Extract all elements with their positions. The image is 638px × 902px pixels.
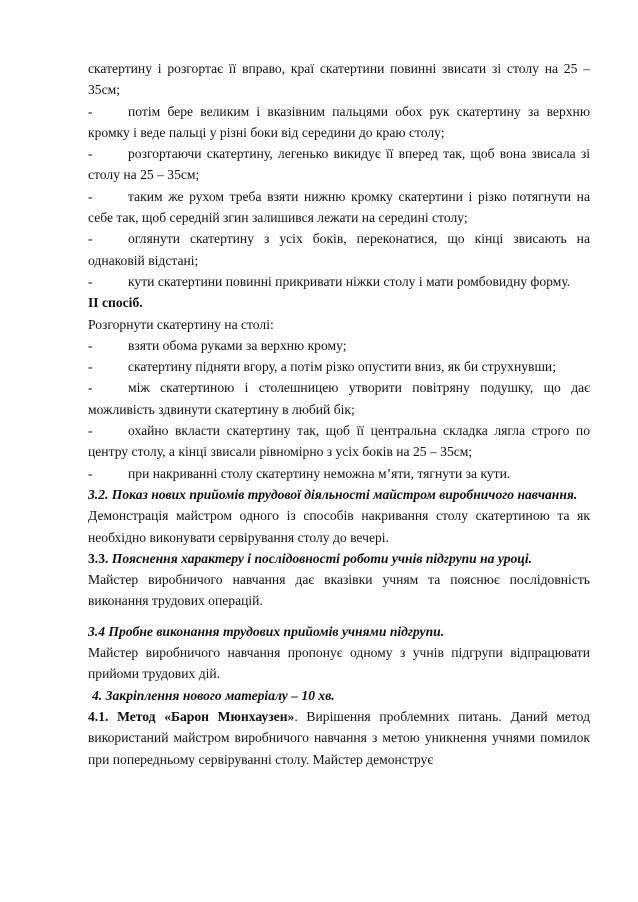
section-3-4-text: Майстер виробничого навчання пропонує одному з учнів підгрупи відпрацювати прийоми трудових дій. xyxy=(88,645,590,682)
paragraph-intro: скатертину і розгортає її вправо, краї скатертини повинні звисати зі столу на 25 – 35см; xyxy=(88,61,590,98)
section-4-1-title: 4.1. Метод «Барон Мюнхаузен» xyxy=(88,708,295,724)
list-dash: - xyxy=(88,380,93,396)
section-3-3-title: Пояснення характеру і послідовності роботи учнів підгрупи на уроці. xyxy=(111,550,533,566)
list-dash: - xyxy=(88,465,93,481)
list-method-1 xyxy=(88,101,590,293)
section-3-3-number: 3.3. xyxy=(88,550,112,566)
section-3-3-text: Майстер виробничого навчання дає вказівки учням та пояснює послідовність виконання трудових операцій. xyxy=(88,572,590,609)
spacer xyxy=(88,612,590,621)
list-item: - розгортаючи скатертину, легенько викидує її вперед так, щоб вона звисала зі столу на 25 – 35см; xyxy=(88,143,590,186)
list-item: - потім бере великим і вказівним пальцями обох рук скатертину за верхню кромку і веде пальці у різні боки від середини до краю столу; xyxy=(88,101,590,144)
list-item: - оглянути скатертину з усіх боків, переконатися, що кінці звисають на однаковій відстані; xyxy=(88,228,590,271)
list-item: - кути скатертини повинні прикривати ніжки столу і мати ромбовидну форму. xyxy=(88,271,590,292)
list-item: - при накриванні столу скатертину неможна м’яти, тягнути за кути. xyxy=(88,463,590,484)
method-2-heading: ІІ спосіб. xyxy=(88,295,143,311)
list-item: - взяти обома руками за верхню крому; xyxy=(88,335,590,356)
list-dash: - xyxy=(88,337,93,353)
list-dash: - xyxy=(88,146,93,162)
list-dash: - xyxy=(88,359,93,375)
section-3-2-heading: 3.2. Показ нових прийомів трудової діяльності майстром виробничого навчання. xyxy=(88,486,578,502)
list-item: - між скатертиною і столешницею утворити повітряну подушку, що дає можливість здвинути скатертину в любий бік; xyxy=(88,377,590,420)
list-method-2 xyxy=(88,335,590,484)
document-page xyxy=(88,58,590,770)
list-item: - охайно вкласти скатертину так, щоб її центральна складка лягла строго по центру столу, а кінці звисали рівномірно з усіх боків на 25 – 35см; xyxy=(88,420,590,463)
list-dash: - xyxy=(88,103,93,119)
list-dash: - xyxy=(88,273,93,289)
section-3-4-heading: 3.4 Пробне виконання трудових прийомів учнями підгрупи. xyxy=(88,623,445,639)
section-4-1-text: . Вирішення проблемних питань. Даний метод використаний майстром виробничого навчання з метою уникнення учнями помилок при попередньому сервіруванні столу. Майстер демонструє xyxy=(88,708,590,767)
list-dash: - xyxy=(88,423,93,439)
list-item: - скатертину підняти вгору, а потім різко опустити вниз, як би струхнувши; xyxy=(88,356,590,377)
section-4-1-paragraph xyxy=(88,706,590,770)
section-3-3-heading xyxy=(88,548,590,569)
section-4-heading: 4. Закріплення нового матеріалу – 10 хв. xyxy=(92,687,335,703)
section-3-2-text: Демонстрація майстром одного із способів накривання столу скатертиною та як необхідно виконувати сервірування столу до вечері. xyxy=(88,508,590,545)
list-item: - таким же рухом треба взяти нижню кромку скатертини і різко потягнути на себе так, щоб середній згин залишився лежати на середині столу; xyxy=(88,186,590,229)
method-2-intro: Розгорнути скатертину на столі: xyxy=(88,316,274,332)
list-dash: - xyxy=(88,188,93,204)
list-dash: - xyxy=(88,231,93,247)
